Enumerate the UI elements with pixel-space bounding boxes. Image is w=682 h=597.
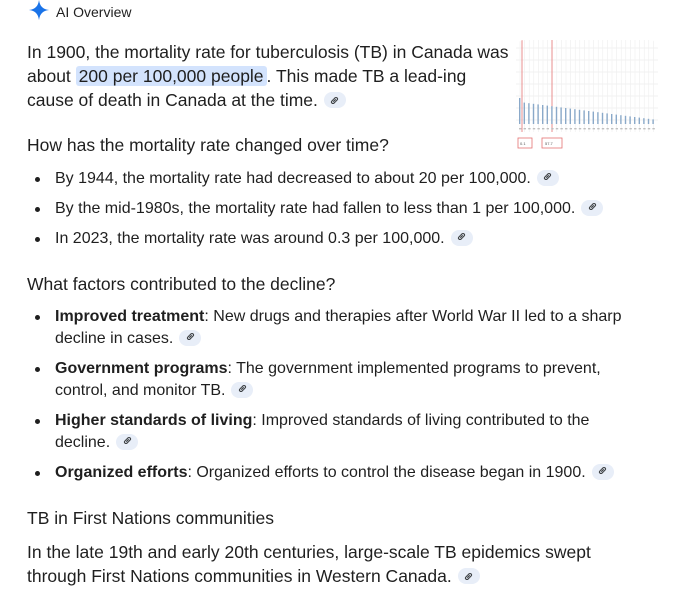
- source-link-button[interactable]: [451, 230, 473, 246]
- ai-overview-title: AI Overview: [56, 4, 132, 20]
- factor-text: : New drugs and therapies after World War II led to a sharp decline in cases.: [55, 308, 622, 347]
- list-item: [27, 462, 647, 484]
- thumb-tick: [602, 128, 604, 129]
- thumb-tick: [565, 128, 567, 129]
- sparkle-icon: [28, 0, 50, 26]
- thumb-bar: [533, 104, 534, 124]
- thumb-bar: [634, 117, 635, 124]
- thumb-tick: [648, 128, 650, 129]
- first-nations-paragraph: [27, 540, 627, 588]
- thumb-bar: [643, 118, 644, 124]
- thumb-bar: [593, 112, 594, 124]
- thumb-tick: [639, 128, 641, 129]
- list-item-text: In 2023, the mortality rate was around 0.3 per 100,000.: [55, 230, 445, 247]
- thumb-tick: [629, 128, 631, 129]
- thumb-bar: [611, 114, 612, 124]
- intro-highlight[interactable]: 200 per 100,000 people: [76, 66, 267, 86]
- link-icon: [597, 461, 608, 483]
- thumb-bar: [524, 103, 525, 124]
- chart-thumbnail[interactable]: [516, 40, 658, 152]
- thumb-bar: [620, 115, 621, 124]
- thumb-bar: [625, 116, 626, 124]
- thumb-bar: [579, 110, 580, 124]
- thumb-bar: [570, 109, 571, 124]
- factors-list: [27, 306, 647, 484]
- source-link-button[interactable]: [581, 200, 603, 216]
- thumb-tick: [588, 128, 590, 129]
- thumb-label-b: 57.7: [545, 141, 553, 146]
- link-icon: [122, 431, 133, 453]
- thumb-tick: [643, 128, 645, 129]
- thumb-label-a: 0.1: [520, 141, 526, 146]
- thumb-bar: [606, 113, 607, 124]
- source-link-button[interactable]: [592, 464, 614, 480]
- intro-paragraph: [27, 40, 509, 112]
- factor-title: Organized efforts: [55, 464, 188, 481]
- link-icon: [542, 167, 553, 189]
- thumb-bar: [556, 107, 557, 124]
- link-icon: [185, 327, 196, 349]
- thumb-bar: [648, 119, 649, 124]
- chart-thumbnail-graphic: [516, 40, 658, 152]
- thumb-bar: [588, 111, 589, 124]
- thumb-bar: [537, 104, 538, 124]
- link-icon: [587, 197, 598, 219]
- thumb-tick: [620, 128, 622, 129]
- heading-decline-factors: What factors contributed to the decline?: [27, 274, 336, 294]
- source-link-button[interactable]: [116, 434, 138, 450]
- heading-mortality-change: How has the mortality rate changed over time?: [27, 135, 389, 155]
- thumb-bar: [616, 115, 617, 124]
- thumb-tick: [560, 128, 562, 129]
- link-icon: [329, 88, 340, 112]
- thumb-tick: [583, 128, 585, 129]
- thumb-tick: [556, 128, 558, 129]
- thumb-tick: [597, 128, 599, 129]
- factor-title: Government programs: [55, 360, 228, 377]
- list-item: [27, 306, 647, 350]
- thumb-tick: [524, 128, 526, 129]
- mortality-list: [27, 168, 647, 250]
- thumb-bar: [574, 109, 575, 124]
- thumb-bar: [560, 107, 561, 124]
- thumb-tick: [547, 128, 549, 129]
- thumb-tick: [625, 128, 627, 129]
- link-icon: [456, 227, 467, 249]
- thumb-tick: [551, 128, 553, 129]
- factor-title: Improved treatment: [55, 308, 205, 325]
- heading-first-nations: TB in First Nations communities: [27, 508, 275, 528]
- source-link-button[interactable]: [324, 92, 346, 108]
- list-item-text: By the mid-1980s, the mortality rate had fallen to less than 1 per 100,000.: [55, 200, 576, 217]
- thumb-tick: [574, 128, 576, 129]
- thumb-tick: [606, 128, 608, 129]
- thumb-tick: [593, 128, 595, 129]
- list-item: [27, 358, 647, 402]
- list-item: [27, 228, 647, 250]
- thumb-tick: [519, 128, 521, 129]
- link-icon: [237, 379, 248, 401]
- thumb-tick: [528, 128, 530, 129]
- thumb-tick: [634, 128, 636, 129]
- ai-overview-header: [28, 1, 131, 23]
- list-item: [27, 198, 647, 220]
- thumb-bar: [528, 103, 529, 124]
- source-link-button[interactable]: [458, 568, 480, 584]
- thumb-bar: [542, 105, 543, 124]
- thumb-tick: [652, 128, 654, 129]
- list-item-text: By 1944, the mortality rate had decreased to about 20 per 100,000.: [55, 170, 531, 187]
- thumb-bar: [597, 112, 598, 124]
- thumb-bar: [519, 98, 520, 124]
- thumb-tick: [616, 128, 618, 129]
- intro-text-after: . This made TB a lead-ing cause of death in Canada at the time.: [27, 66, 467, 110]
- intro-text-before: In 1900, the mortality rate for tuberculosis (TB) in Canada was about: [27, 42, 509, 86]
- thumb-bar: [652, 119, 653, 124]
- list-item: [27, 410, 647, 454]
- source-link-button[interactable]: [537, 170, 559, 186]
- source-link-button[interactable]: [231, 382, 253, 398]
- thumb-tick: [570, 128, 572, 129]
- thumb-tick: [537, 128, 539, 129]
- source-link-button[interactable]: [179, 330, 201, 346]
- paragraph-text: In the late 19th and early 20th centuries, large-scale TB epidemics swept through First Nations communities in Western Canada.: [27, 542, 591, 586]
- factor-text: : Organized efforts to control the disease began in 1900.: [187, 464, 586, 481]
- list-item: [27, 168, 647, 190]
- factor-text: : The government implemented programs to prevent, control, and monitor TB.: [55, 360, 601, 399]
- thumb-bar: [629, 116, 630, 124]
- factor-text: : Improved standards of living contributed to the decline.: [55, 412, 590, 451]
- factor-title: Higher standards of living: [55, 412, 253, 429]
- link-icon: [463, 564, 474, 588]
- thumb-bar: [551, 106, 552, 124]
- thumb-bar: [583, 110, 584, 124]
- thumb-bar: [547, 106, 548, 124]
- thumb-tick: [611, 128, 613, 129]
- thumb-bar: [639, 118, 640, 124]
- thumb-tick: [579, 128, 581, 129]
- thumb-bar: [602, 113, 603, 124]
- thumb-bar: [565, 108, 566, 124]
- thumb-tick: [533, 128, 535, 129]
- thumb-tick: [542, 128, 544, 129]
